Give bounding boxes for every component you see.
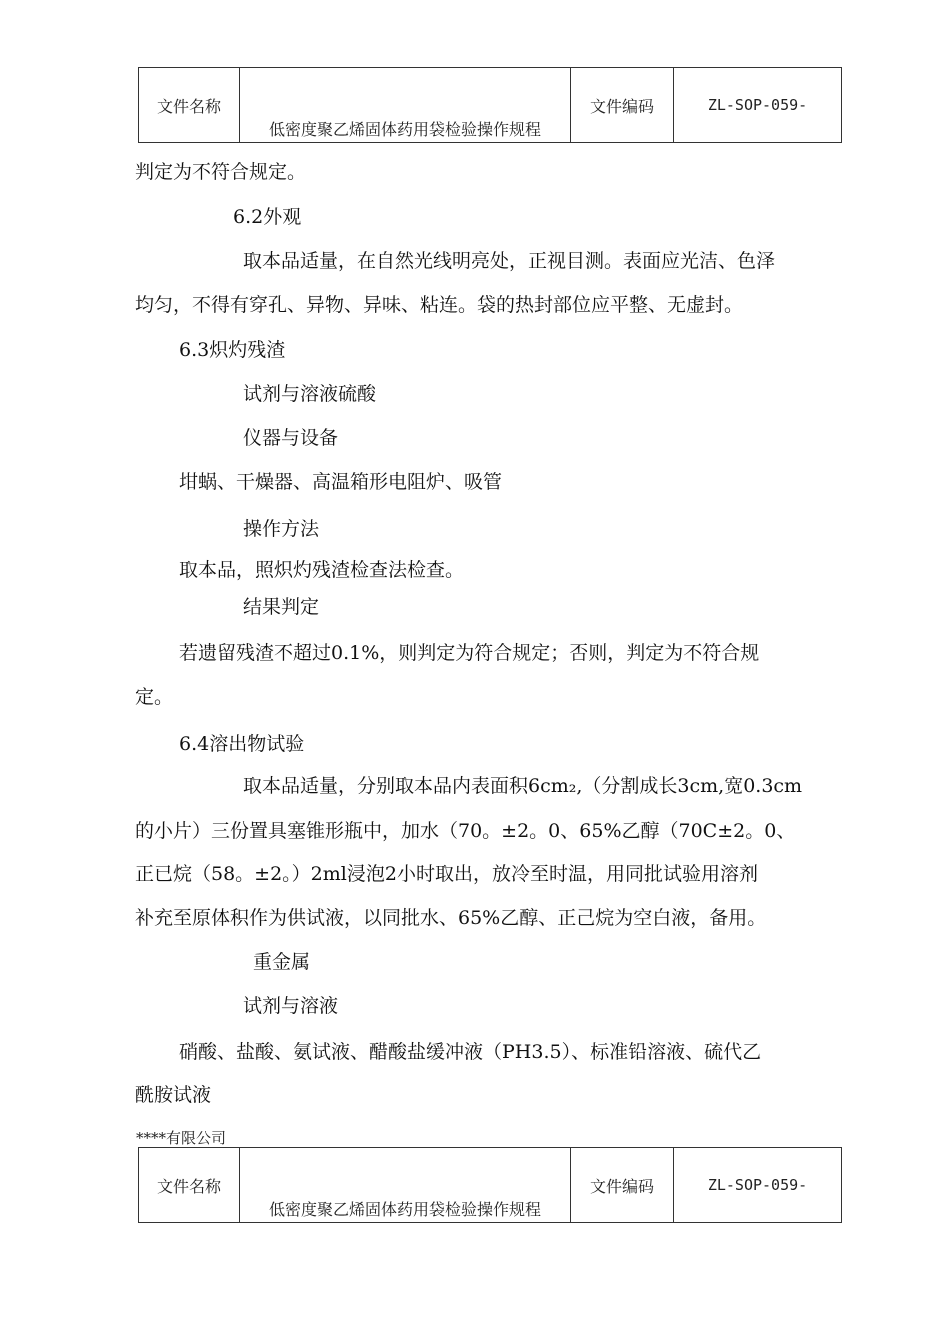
subheading: 操作方法: [243, 518, 320, 540]
doc-code-value: ZL-SOP-059-: [674, 68, 842, 143]
subheading: 试剂与溶液硫酸: [243, 383, 377, 405]
header-table-top: [138, 67, 842, 143]
doc-name-label: 文件名称: [139, 1148, 240, 1223]
section-heading: 6.2外观: [233, 206, 302, 228]
paragraph-line: 均匀，不得有穿孔、异物、异味、粘连。袋的热封部位应平整、无虚封。: [135, 294, 744, 316]
paragraph-line: 判定为不符合规定。: [135, 161, 307, 183]
company-name: ****有限公司: [136, 1129, 227, 1147]
doc-name-label: 文件名称: [139, 68, 240, 143]
paragraph-line: 硝酸、盐酸、氨试液、醋酸盐缓冲液（PH3.5）、标准铅溶液、硫代乙: [179, 1041, 762, 1063]
subheading: 试剂与溶液: [243, 995, 339, 1017]
paragraph-line: 正已烷（58。±2。）2ml浸泡2小时取出，放冷至时温，用同批试验用溶剂: [135, 863, 758, 885]
doc-code-label: 文件编码: [571, 68, 674, 143]
section-heading: 6.4溶出物试验: [179, 733, 305, 755]
subheading: 结果判定: [243, 596, 320, 618]
paragraph-line: 的小片）三份置具塞锥形瓶中，加水（70。±2。0、65%乙醇（70C±2。0、: [135, 820, 796, 842]
paragraph-line: 取本品，照炽灼残渣检查法检查。: [179, 559, 465, 581]
paragraph-line: 定。: [135, 686, 174, 708]
doc-name-value: 低密度聚乙烯固体药用袋检验操作规程: [240, 1148, 571, 1223]
paragraph-line: 取本品适量，在自然光线明亮处，正视目测。表面应光洁、色泽: [243, 250, 776, 272]
paragraph-line: 坩蜗、干燥器、高温箱形电阻炉、吸管: [179, 471, 503, 493]
doc-code-label: 文件编码: [571, 1148, 674, 1223]
paragraph-line: 补充至原体积作为供试液，以同批水、65%乙醇、正己烷为空白液，备用。: [135, 907, 767, 929]
header-table-bottom: [138, 1147, 842, 1223]
subheading: 重金属: [253, 951, 311, 973]
paragraph-line: 取本品适量，分别取本品内表面积6cm₂,（分割成长3cm,宽0.3cm: [243, 775, 803, 797]
section-heading: 6.3炽灼残渣: [179, 339, 286, 361]
doc-code-value: ZL-SOP-059-: [674, 1148, 842, 1223]
paragraph-line: 若遗留残渣不超过0.1%，则判定为符合规定；否则，判定为不符合规: [179, 642, 760, 664]
subheading: 仪器与设备: [243, 427, 339, 449]
doc-name-value: 低密度聚乙烯固体药用袋检验操作规程: [240, 68, 571, 143]
paragraph-line: 酰胺试液: [135, 1084, 212, 1106]
